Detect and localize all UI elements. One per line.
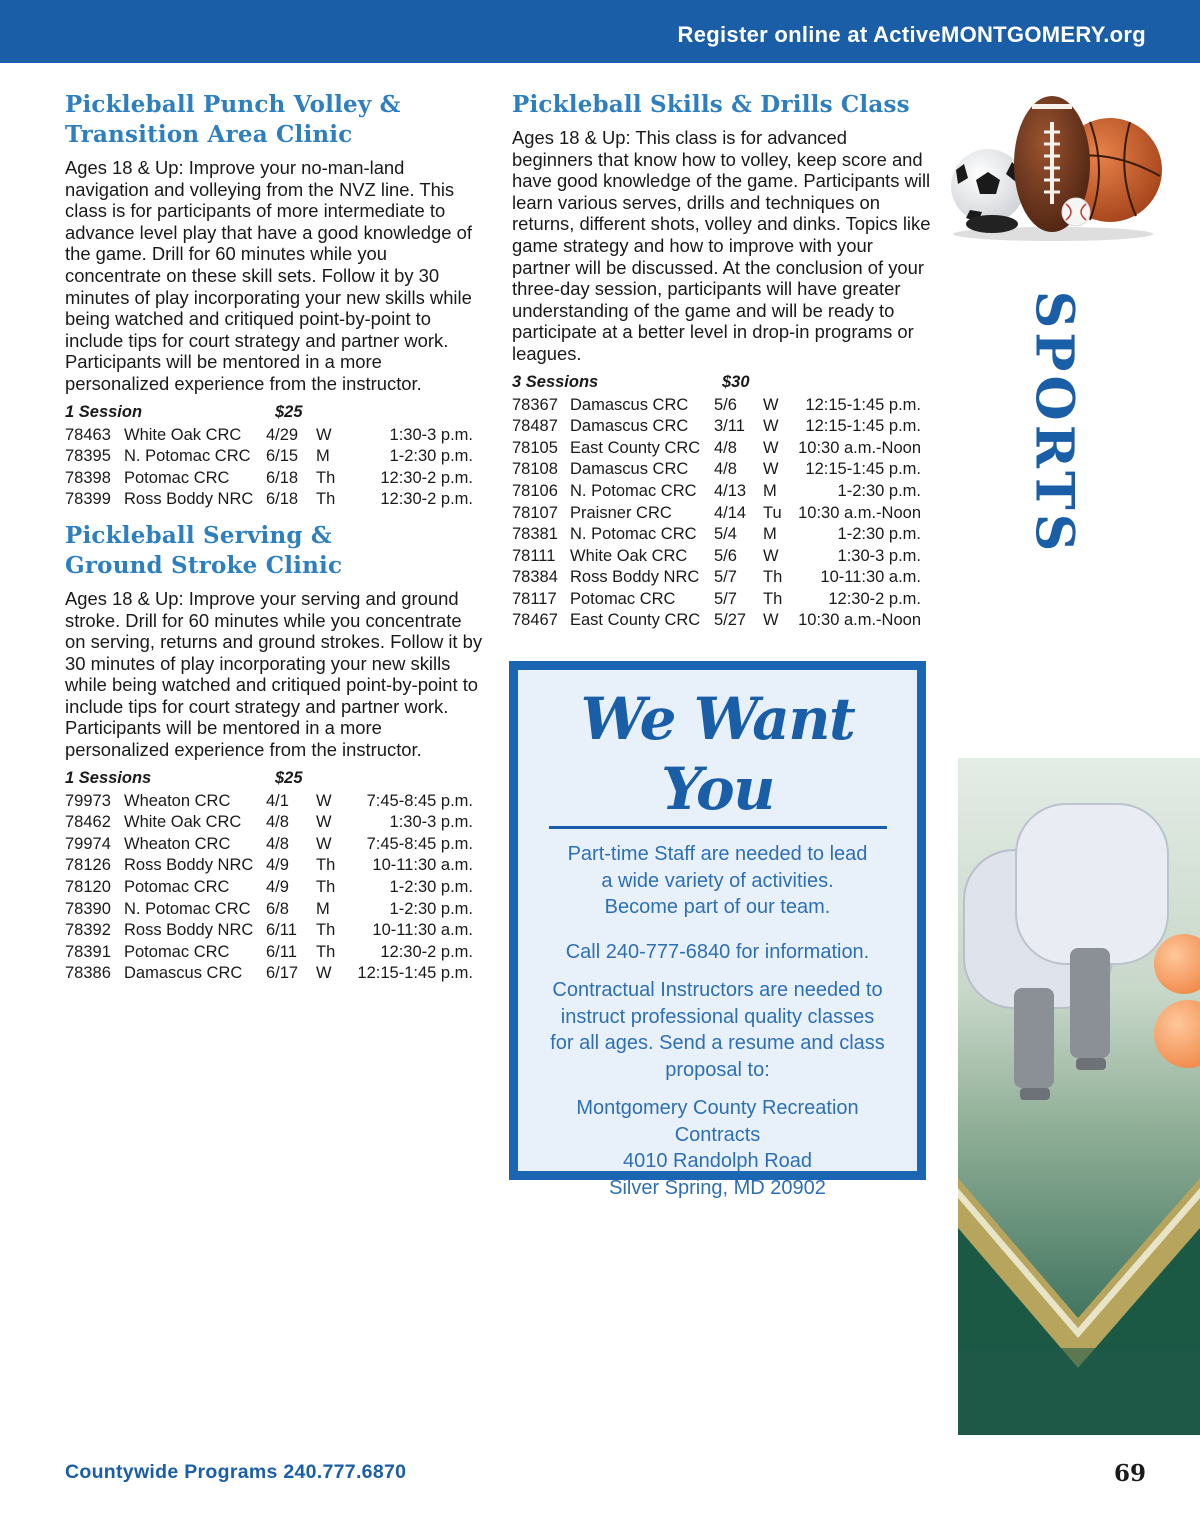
- promo-line: Become part of our team.: [604, 896, 831, 918]
- location: Potomac CRC: [124, 878, 230, 897]
- time: 7:45-8:45 p.m.: [366, 834, 473, 853]
- time: 1:30-3 p.m.: [389, 425, 473, 444]
- weekday: W: [763, 438, 779, 457]
- weekday: Th: [316, 468, 336, 487]
- table-row: [65, 877, 485, 899]
- table-row: [512, 589, 932, 611]
- start-date: 5/6: [714, 546, 737, 565]
- time: 1-2:30 p.m.: [389, 899, 473, 918]
- table-row: [512, 438, 932, 460]
- time: 12:15-1:45 p.m.: [805, 395, 921, 414]
- table-row: [65, 468, 485, 490]
- time: 1-2:30 p.m.: [389, 447, 473, 466]
- time: 10-11:30 a.m.: [372, 856, 473, 875]
- class-number: 79974: [65, 834, 111, 853]
- start-date: 5/4: [714, 525, 737, 544]
- session-count: 1 Session: [65, 402, 143, 421]
- weekday: Th: [316, 878, 336, 897]
- start-date: 4/29: [266, 425, 299, 444]
- side-sports-label: [1023, 290, 1085, 556]
- weekday: W: [316, 813, 332, 832]
- weekday: Th: [316, 921, 336, 940]
- time: 10:30 a.m.-Noon: [798, 438, 921, 457]
- section-description: Ages 18 & Up: Improve your no-man-land navigation and volleying from the NVZ line. This class is for participants of more intermediate to advance level play that have a good knowledge of the game. Drill for 60 minutes while you concentrate on these skill sets. Follow it by 30 minutes of play incorporating your new skills while being watched and critiqued point-by-point to include tips for court strategy and partner work. Participants will be mentored in a more personalized experience from the instructor.: [65, 157, 472, 394]
- time: 12:30-2 p.m.: [380, 490, 473, 509]
- location: Damascus CRC: [570, 395, 689, 414]
- pickleball-paddles-image: [958, 758, 1200, 1435]
- location: Potomac CRC: [124, 942, 230, 961]
- time: 1:30-3 p.m.: [837, 546, 921, 565]
- location: Damascus CRC: [570, 417, 689, 436]
- class-number: 78105: [512, 438, 558, 457]
- time: 12:30-2 p.m.: [380, 942, 473, 961]
- title-line: Ground Stroke Clinic: [65, 551, 343, 579]
- schedule-table: [512, 395, 932, 633]
- weekday: W: [316, 791, 332, 810]
- session-header: [65, 769, 485, 791]
- sports-balls-image: [940, 88, 1166, 244]
- session-header: [65, 403, 485, 425]
- time: 12:15-1:45 p.m.: [357, 964, 473, 983]
- class-number: 78463: [65, 425, 111, 444]
- schedule-table: [65, 425, 485, 511]
- weekday: Th: [316, 856, 336, 875]
- location: White Oak CRC: [570, 546, 688, 565]
- start-date: 5/7: [714, 568, 737, 587]
- location: Wheaton CRC: [124, 791, 231, 810]
- class-number: 78487: [512, 417, 558, 436]
- address-line: 4010 Randolph Road: [622, 1150, 813, 1172]
- weekday: W: [763, 417, 779, 436]
- header-banner: [0, 0, 1200, 63]
- location: Ross Boddy NRC: [124, 921, 254, 940]
- table-row: [512, 567, 932, 589]
- class-number: 78117: [512, 589, 557, 608]
- location: N. Potomac CRC: [124, 899, 251, 918]
- middle-column: [512, 90, 932, 632]
- start-date: 4/8: [266, 834, 289, 853]
- table-row: [512, 395, 932, 417]
- class-number: 78462: [65, 813, 111, 832]
- promo-divider: [549, 826, 887, 829]
- table-row: [512, 546, 932, 568]
- class-number: 78107: [512, 503, 558, 522]
- register-link[interactable]: Register online at ActiveMONTGOMERY.org: [677, 22, 1146, 47]
- session-count: 3 Sessions: [512, 372, 599, 391]
- location: Damascus CRC: [570, 460, 689, 479]
- table-row: [65, 425, 485, 447]
- weekday: W: [763, 395, 779, 414]
- weekday: Tu: [763, 503, 782, 522]
- time: 7:45-8:45 p.m.: [366, 791, 473, 810]
- location: N. Potomac CRC: [570, 481, 697, 500]
- weekday: W: [763, 460, 779, 479]
- page-number: 69: [1113, 1460, 1146, 1487]
- session-count: 1 Sessions: [65, 768, 152, 787]
- table-row: [512, 503, 932, 525]
- class-number: 78384: [512, 568, 558, 587]
- start-date: 4/8: [714, 438, 737, 457]
- class-number: 78106: [512, 481, 558, 500]
- address-line: Montgomery County Recreation: [576, 1097, 859, 1119]
- address-line: Silver Spring, MD 20902: [609, 1176, 826, 1199]
- session-price: $30: [722, 372, 750, 391]
- time: 12:15-1:45 p.m.: [805, 417, 921, 436]
- sports-text: SPORTS: [1023, 290, 1085, 556]
- promo-line: Contractual Instructors are needed to: [552, 979, 883, 1001]
- promo-line: a wide variety of activities.: [601, 869, 834, 892]
- session-header: [512, 373, 932, 395]
- start-date: 3/11: [714, 417, 745, 436]
- section-title-skills-drills: Pickleball Skills & Drills Class: [512, 91, 910, 118]
- title-line: Pickleball Punch Volley &: [65, 91, 401, 118]
- weekday: M: [316, 447, 330, 466]
- location: Ross Boddy NRC: [124, 856, 254, 875]
- location: Damascus CRC: [124, 964, 243, 983]
- table-row: [65, 899, 485, 921]
- weekday: M: [763, 525, 777, 544]
- weekday: W: [316, 834, 332, 853]
- address-line: Contracts: [674, 1123, 761, 1146]
- time: 10-11:30 a.m.: [372, 921, 473, 940]
- table-row: [65, 791, 485, 813]
- section-title-punch-volley: [65, 90, 485, 150]
- promo-staff-text: [518, 841, 917, 921]
- class-number: 78399: [65, 490, 111, 509]
- location: East County CRC: [570, 438, 701, 457]
- schedule-table: [65, 791, 485, 985]
- location: Potomac CRC: [570, 589, 676, 608]
- class-number: 78386: [65, 964, 111, 983]
- start-date: 4/8: [714, 460, 737, 479]
- start-date: 4/8: [266, 813, 289, 832]
- location: Ross Boddy NRC: [124, 490, 254, 509]
- weekday: W: [316, 964, 332, 983]
- class-number: 78395: [65, 447, 111, 466]
- location: Wheaton CRC: [124, 834, 231, 853]
- spacer: [518, 1083, 917, 1095]
- weekday: Th: [763, 589, 783, 608]
- start-date: 4/1: [266, 791, 289, 810]
- start-date: 6/11: [266, 921, 297, 940]
- class-number: 78120: [65, 878, 111, 897]
- time: 10-11:30 a.m.: [820, 568, 921, 587]
- class-number: 78381: [512, 525, 558, 544]
- promo-address: [518, 1095, 917, 1201]
- class-number: 78392: [65, 921, 111, 940]
- start-date: 4/14: [714, 503, 747, 522]
- location: N. Potomac CRC: [570, 525, 697, 544]
- table-row: [512, 459, 932, 481]
- promo-call-text: Call 240-777-6840 for information.: [565, 940, 870, 963]
- start-date: 6/15: [266, 447, 299, 466]
- class-number: 78367: [512, 395, 558, 414]
- weekday: W: [763, 546, 779, 565]
- start-date: 6/8: [266, 899, 289, 918]
- section-description: Ages 18 & Up: Improve your serving and ground stroke. Drill for 60 minutes while you concentrate on serving, returns and ground strokes. Follow it by 30 minutes of play incorporating your new skills while being watched and critiqued point-by-point to include tips for court strategy and partner work. Participants will be mentored in a more personalized experience from the instructor.: [65, 587, 483, 761]
- weekday: Th: [316, 490, 336, 509]
- start-date: 6/18: [266, 490, 299, 509]
- promo-instructor-text: [518, 977, 917, 1083]
- session-price: $25: [275, 402, 303, 421]
- table-row: [65, 920, 485, 942]
- footer-contact: Countywide Programs 240.777.6870: [65, 1461, 407, 1483]
- start-date: 6/17: [266, 964, 299, 983]
- class-number: 78111: [512, 546, 556, 565]
- title-line: Transition Area Clinic: [65, 121, 353, 148]
- time: 10:30 a.m.-Noon: [798, 611, 921, 630]
- location: White Oak CRC: [124, 425, 242, 444]
- time: 1-2:30 p.m.: [837, 525, 921, 544]
- spacer: [518, 965, 917, 977]
- table-row: [65, 834, 485, 856]
- promo-line: proposal to:: [665, 1058, 770, 1081]
- table-row: [512, 416, 932, 438]
- promo-line: instruct professional quality classes: [560, 1005, 875, 1028]
- left-column: [65, 90, 485, 985]
- location: East County CRC: [570, 611, 701, 630]
- start-date: 4/9: [266, 878, 289, 897]
- start-date: 5/27: [714, 611, 747, 630]
- session-price: $25: [275, 768, 303, 787]
- weekday: W: [763, 611, 779, 630]
- promo-line: Part-time Staff are needed to lead: [567, 843, 868, 865]
- weekday: Th: [763, 568, 783, 587]
- class-number: 78390: [65, 899, 111, 918]
- promo-inner: [518, 670, 917, 1199]
- location: White Oak CRC: [124, 813, 242, 832]
- table-row: [65, 963, 485, 985]
- table-row: [65, 812, 485, 834]
- table-row: [512, 610, 932, 632]
- time: 1-2:30 p.m.: [389, 878, 473, 897]
- start-date: 5/7: [714, 589, 737, 608]
- location: Ross Boddy NRC: [570, 568, 700, 587]
- weekday: W: [316, 425, 332, 444]
- promo-title: We Want You: [580, 685, 855, 823]
- time: 12:15-1:45 p.m.: [805, 460, 921, 479]
- class-number: 79973: [65, 791, 111, 810]
- title-line: Pickleball Serving &: [65, 521, 332, 549]
- class-number: 78398: [65, 468, 111, 487]
- time: 10:30 a.m.-Noon: [798, 503, 921, 522]
- weekday: M: [316, 899, 330, 918]
- class-number: 78467: [512, 611, 558, 630]
- table-row: [512, 481, 932, 503]
- start-date: 6/18: [266, 468, 299, 487]
- location: Potomac CRC: [124, 468, 230, 487]
- time: 1:30-3 p.m.: [389, 813, 473, 832]
- location: Praisner CRC: [570, 503, 672, 522]
- table-row: [65, 446, 485, 468]
- time: 12:30-2 p.m.: [828, 589, 921, 608]
- table-row: [65, 942, 485, 964]
- location: N. Potomac CRC: [124, 447, 251, 466]
- we-want-you-box: [509, 661, 926, 1199]
- table-row: [65, 855, 485, 877]
- class-number: 78126: [65, 856, 111, 875]
- table-row: [65, 489, 485, 511]
- time: 12:30-2 p.m.: [380, 468, 473, 487]
- start-date: 4/9: [266, 856, 289, 875]
- class-number: 78391: [65, 942, 111, 961]
- spacer: [518, 921, 917, 939]
- time: 1-2:30 p.m.: [837, 481, 921, 500]
- section-title-serving: [65, 521, 485, 581]
- section-description: Ages 18 & Up: This class is for advanced beginners that know how to volley, keep score and have good knowledge of the game. Participants will learn various serves, drills and techniques on returns, different shots, volley and dinks. Topics like game strategy and how to improve with your partner will be discussed. At the conclusion of your three-day session, participants will have greater understanding of the game and will be ready to participate at a better level in drop-in programs or leagues.: [512, 127, 931, 364]
- table-row: [512, 524, 932, 546]
- start-date: 5/6: [714, 395, 737, 414]
- weekday: M: [763, 481, 777, 500]
- class-number: 78108: [512, 460, 558, 479]
- promo-line: for all ages. Send a resume and class: [550, 1032, 885, 1054]
- start-date: 6/11: [266, 942, 297, 961]
- start-date: 4/13: [714, 481, 747, 500]
- weekday: Th: [316, 942, 336, 961]
